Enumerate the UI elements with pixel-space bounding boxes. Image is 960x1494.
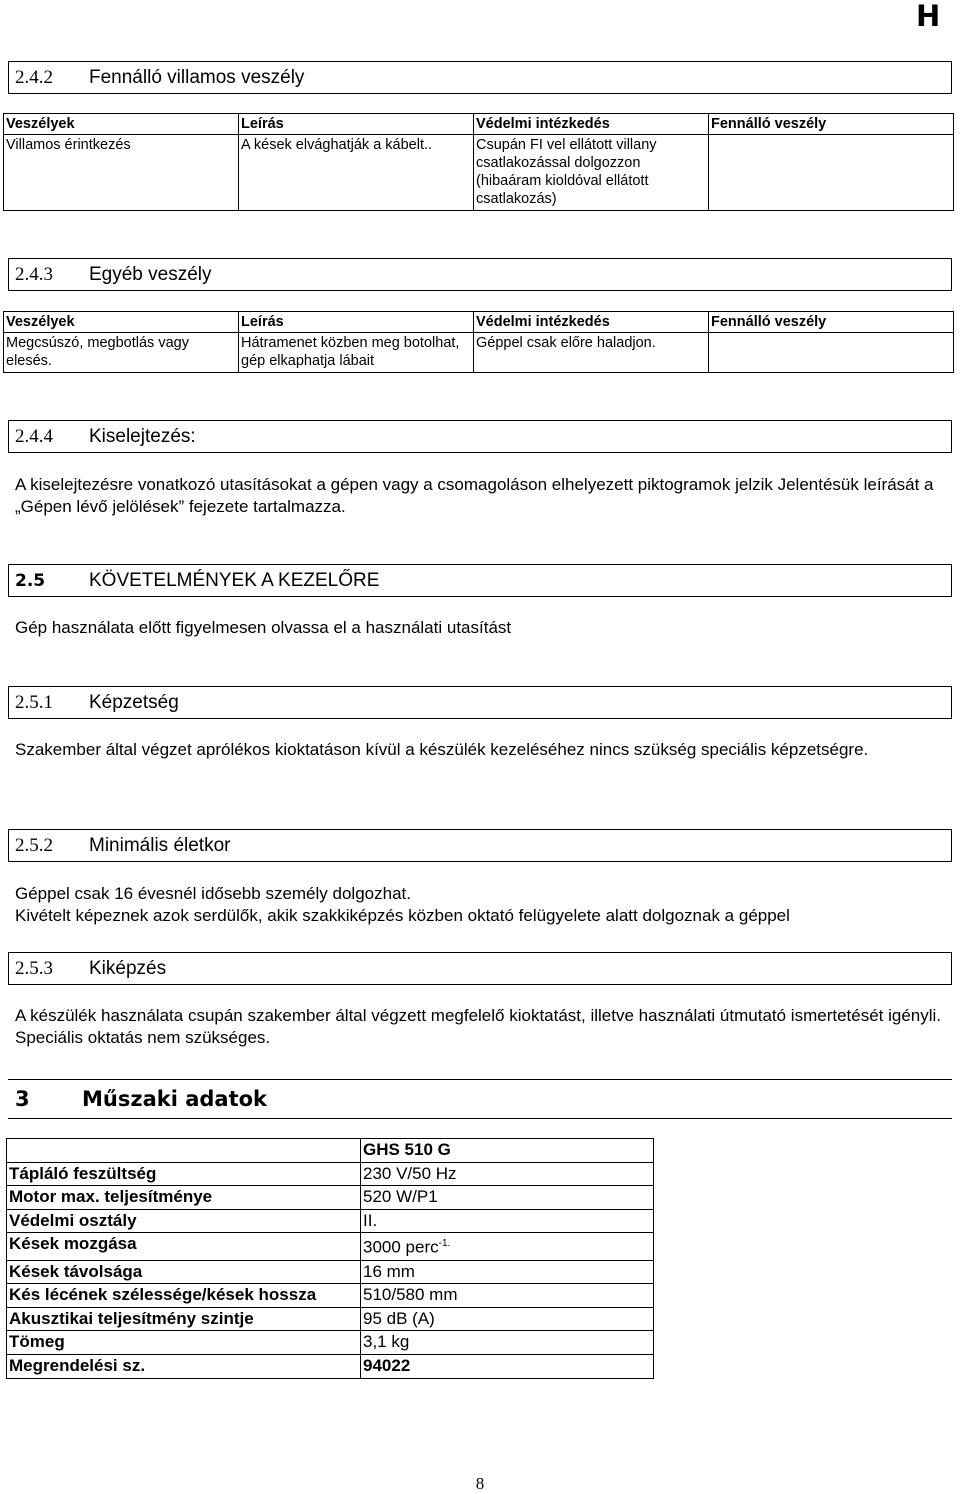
section-heading-2-5-1 <box>8 686 952 719</box>
spec-label: Akusztikai teljesítmény szintje <box>7 1307 361 1331</box>
section-title: Kiselejtezés: <box>89 425 196 447</box>
spec-value: 230 V/50 Hz <box>361 1162 654 1186</box>
col-header: Leírás <box>239 312 474 333</box>
table-cell: A kések elvághatják a kábelt.. <box>239 135 474 211</box>
operator-requirements-text: Gép használata előtt figyelmesen olvassa el a használati utasítást <box>15 618 512 637</box>
table-header-row <box>4 114 954 135</box>
spec-value-cell <box>361 1233 654 1260</box>
col-header: Védelmi intézkedés <box>474 114 709 135</box>
technical-data-table <box>6 1138 654 1379</box>
table-cell <box>7 1139 361 1163</box>
table-row <box>7 1233 654 1260</box>
col-header: Veszélyek <box>4 312 239 333</box>
spec-label: Kés lécének szélessége/kések hossza <box>7 1284 361 1308</box>
section-title: Műszaki adatok <box>82 1087 268 1111</box>
section-heading-3 <box>8 1079 952 1119</box>
col-header: Leírás <box>239 114 474 135</box>
minimum-age-text-2: Kivételt képeznek azok serdülők, akik szakkiképzés közben oktató felügyelete alatt dolgoznak a géppel <box>15 906 790 925</box>
table-cell: Megcsúszó, megbotlás vagy elesés. <box>4 333 239 373</box>
spec-label: Kések mozgása <box>7 1233 361 1260</box>
spec-value: 3000 perc <box>363 1238 439 1258</box>
table-row <box>7 1331 654 1355</box>
section-heading-2-5-2 <box>8 829 952 862</box>
spec-label: Tömeg <box>7 1331 361 1355</box>
col-header: Fennálló veszély <box>709 312 954 333</box>
section-heading-2-5-3 <box>8 952 952 985</box>
spec-value: 510/580 mm <box>361 1284 654 1308</box>
spec-label: Tápláló feszültség <box>7 1162 361 1186</box>
disposal-text: A kiselejtezésre vonatkozó utasításokat a gépen vagy a csomagoláson elhelyezett piktogramok jelzik Jelentésük leírását a „Gépen lévő jelölések” fejezete tartalmazza. <box>15 475 934 516</box>
col-header: Védelmi intézkedés <box>474 312 709 333</box>
spec-value: 520 W/P1 <box>361 1186 654 1210</box>
table-row <box>7 1186 654 1210</box>
section-title: Kiképzés <box>89 957 167 979</box>
section-number: 2.5 <box>15 570 46 591</box>
table-row <box>7 1209 654 1233</box>
table-cell: Villamos érintkezés <box>4 135 239 211</box>
table-row <box>4 135 954 211</box>
col-header: Veszélyek <box>4 114 239 135</box>
spec-value: 3,1 kg <box>361 1331 654 1355</box>
table-row <box>7 1355 654 1379</box>
section-title: Képzetség <box>89 691 179 713</box>
spec-label: Védelmi osztály <box>7 1209 361 1233</box>
spec-value: 95 dB (A) <box>361 1307 654 1331</box>
minimum-age-text-1: Géppel csak 16 évesnél idősebb személy dolgozhat. <box>15 884 411 903</box>
col-header: Fennálló veszély <box>709 114 954 135</box>
section-number: 2.5.3 <box>15 957 53 979</box>
section-heading-2-5 <box>8 564 952 597</box>
section-number: 2.4.2 <box>15 66 53 88</box>
table-row <box>7 1284 654 1308</box>
section-number: 2.5.2 <box>15 834 53 856</box>
section-title: Egyéb veszély <box>89 263 212 285</box>
table-row <box>7 1260 654 1284</box>
table-header-row <box>4 312 954 333</box>
section-number: 2.5.1 <box>15 691 53 713</box>
section-heading-2-4-3 <box>8 258 952 291</box>
section-number: 3 <box>15 1087 30 1111</box>
spec-value: 16 mm <box>361 1260 654 1284</box>
table-cell <box>709 333 954 373</box>
section-title: Fennálló villamos veszély <box>89 66 305 88</box>
table-cell <box>709 135 954 211</box>
model-name: GHS 510 G <box>361 1139 654 1163</box>
section-heading-2-4-4 <box>8 420 952 453</box>
table-cell: Hátramenet közben meg botolhat, gép elkaphatja lábait <box>239 333 474 373</box>
table-row <box>7 1162 654 1186</box>
spec-value: 94022 <box>361 1355 654 1379</box>
table-cell: Géppel csak előre haladjon. <box>474 333 709 373</box>
qualification-text: Szakember által végzet aprólékos kioktatáson kívül a készülék kezeléséhez nincs szükség speciális képzetségre. <box>15 740 869 759</box>
spec-label: Kések távolsága <box>7 1260 361 1284</box>
table-row <box>7 1307 654 1331</box>
table-cell: Csupán FI vel ellátott villany csatlakozással dolgozzon (hibaáram kioldóval ellátott csatlakozás) <box>474 135 709 211</box>
page-number: 8 <box>475 1474 485 1493</box>
section-heading-2-4-2 <box>8 61 952 94</box>
hazard-table-electrical <box>3 113 954 211</box>
spec-value: II. <box>361 1209 654 1233</box>
section-title: Minimális életkor <box>89 834 231 856</box>
table-header-row <box>7 1139 654 1163</box>
spec-label: Megrendelési sz. <box>7 1355 361 1379</box>
section-number: 2.4.4 <box>15 425 53 447</box>
spec-value-superscript: -1. <box>438 1238 451 1250</box>
training-text: A készülék használata csupán szakember által végzett megfelelő kioktatást, illetve használati útmutató ismertetését igényli. Speciális oktatás nem szükséges. <box>15 1006 942 1047</box>
language-mark: H <box>916 0 941 33</box>
section-title: KÖVETELMÉNYEK A KEZELŐRE <box>89 569 380 591</box>
hazard-table-other <box>3 311 954 373</box>
spec-label: Motor max. teljesítménye <box>7 1186 361 1210</box>
table-row <box>4 333 954 373</box>
section-number: 2.4.3 <box>15 263 53 285</box>
